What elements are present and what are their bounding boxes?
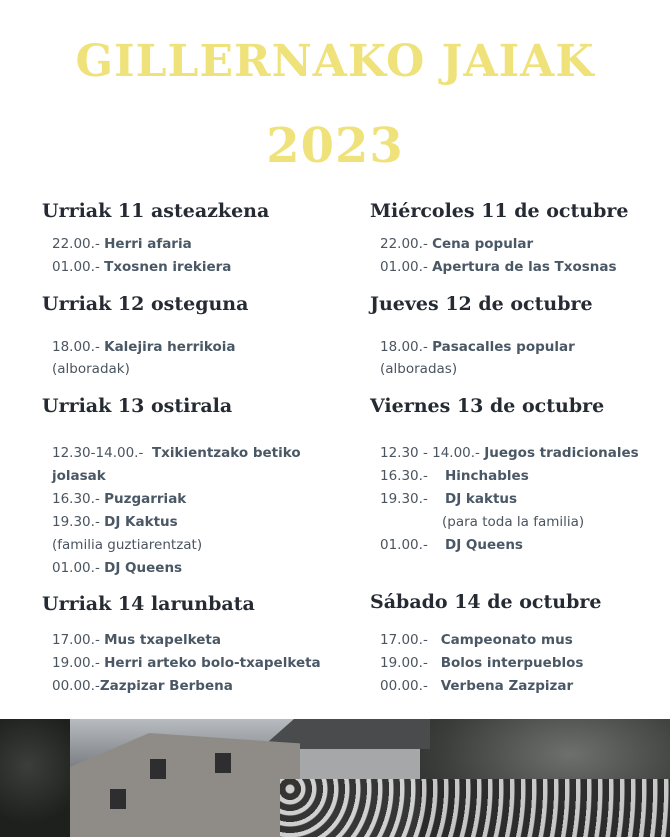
event-item: 01.00.- DJ Queens — [52, 560, 183, 576]
event-item: 22.00.- Herri afaria — [52, 236, 192, 252]
event-item: 01.00.- Apertura de las Txosnas — [380, 259, 617, 275]
event-item: 18.00.- Pasacalles popular — [380, 339, 575, 355]
event-item: 12.30-14.00.- Txikientzako betiko — [52, 445, 301, 461]
event-item: 19.30.- DJ kaktus — [380, 491, 518, 507]
day-heading: Urriak 14 larunbata — [42, 593, 255, 615]
event-item: 18.00.- Kalejira herrikoia — [52, 339, 236, 355]
day-heading: Miércoles 11 de octubre — [370, 200, 629, 222]
event-item: 17.00.- Mus txapelketa — [52, 632, 221, 648]
event-item: 19.00.- Herri arteko bolo-txapelketa — [52, 655, 321, 671]
event-item: 17.00.- Campeonato mus — [380, 632, 573, 648]
event-note: (para toda la familia) — [442, 514, 585, 530]
event-item: 19.30.- DJ Kaktus — [52, 514, 178, 530]
event-item: 01.00.- DJ Queens — [380, 537, 523, 553]
day-heading: Viernes 13 de octubre — [370, 395, 605, 417]
event-item: 12.30 - 14.00.- Juegos tradicionales — [380, 445, 639, 461]
event-item: 16.30.- Puzgarriak — [52, 491, 187, 507]
event-note: (familia guztiarentzat) — [52, 537, 203, 553]
window — [215, 753, 231, 773]
event-note: (alboradas) — [380, 361, 458, 377]
event-item: 19.00.- Bolos interpueblos — [380, 655, 584, 671]
day-heading: Urriak 13 ostirala — [42, 395, 233, 417]
village-photo — [0, 719, 670, 837]
event-item: 22.00.- Cena popular — [380, 236, 534, 252]
event-item: 00.00.-Zazpizar Berbena — [52, 678, 233, 694]
event-note: (alboradak) — [52, 361, 130, 377]
event-item: jolasak — [52, 468, 106, 484]
day-heading: Sábado 14 de octubre — [370, 591, 602, 613]
day-heading: Urriak 12 osteguna — [42, 293, 249, 315]
tree — [0, 719, 70, 837]
day-heading: Jueves 12 de octubre — [370, 293, 593, 315]
crowd — [280, 779, 670, 837]
window — [150, 759, 166, 779]
event-item: 01.00.- Txosnen irekiera — [52, 259, 232, 275]
window — [110, 789, 126, 809]
event-item: 16.30.- Hinchables — [380, 468, 529, 484]
stone-house — [40, 733, 300, 837]
poster-year: 2023 — [266, 118, 404, 174]
day-heading: Urriak 11 asteazkena — [42, 200, 270, 222]
event-item: 00.00.- Verbena Zazpizar — [380, 678, 574, 694]
poster-title: GILLERNAKO JAIAK — [75, 36, 595, 87]
